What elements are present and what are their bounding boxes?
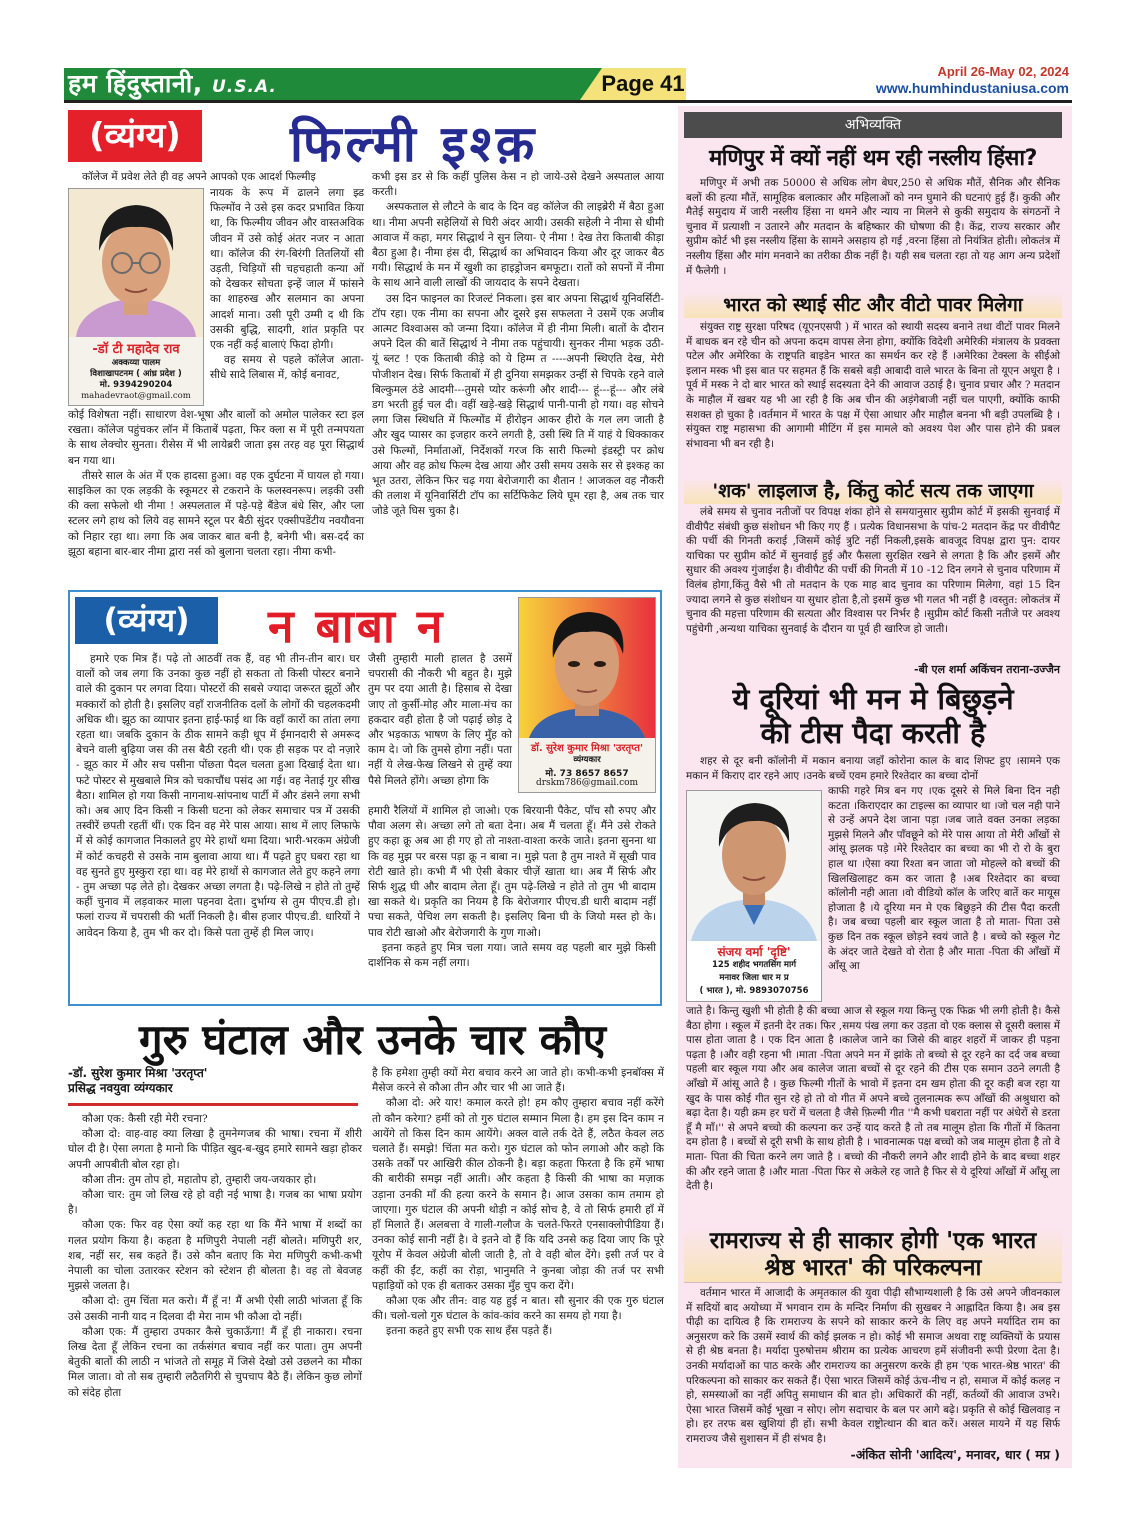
satire-label: (व्यंग्य) (68, 110, 202, 162)
paragraph: कभी इस डर से कि कहीं पुलिस केस न हो जाये-उसे देखने अस्पताल आया करती। (372, 171, 664, 199)
byline-author: -डॉ. सुरेश कुमार मिश्रा 'उरतृप्त' (68, 1066, 208, 1080)
opinion-body (686, 505, 1060, 636)
article-intro (68, 170, 364, 185)
paragraph: कोई विशेषता नहीं। साधारण वेश-भूषा और बालों को अमोल पालेकर स्टा इल रखता। कॉलेज पहुंचकर लॉन में किताबें पढ़ता, फिर क्ला स में पूरी तन्मपयता के साथ लेक्चोर सुनता। रीसेस में भी लायेब्ररी जाता इस तरह वह पूरा सिद्धार्थ बन गया था। (68, 409, 364, 467)
author-address: अक्कय्या पालम (111, 358, 161, 368)
paragraph: कौआ एक और तीन: वाह यह हुई न बात। सौ सुनार की एक गुरु घंटाल की। चलो-चलो गुरु घंटाल के कांव-कांव करने का समय हो गया है। (372, 1295, 664, 1323)
author-phone: मो. 73 8657 8657 (545, 769, 629, 779)
opinion-body (686, 1286, 1060, 1447)
opinion-headline: 'शक' लाइलाज है, किंतु कोर्ट सत्य तक जाएगा (684, 478, 1062, 504)
paragraph: कौआ दो: वाह-वाह क्या लिखा है तुमनेग्गजब की भाषा। रचना में शीरी घोल दी है। ऐसा लगता है मानो कि पीड़ित खुद-ब-खुद हमारे सामने खड़ा होकर अपनी आपबीती बोल रहा हो। (68, 1128, 362, 1171)
opinion-headline: मणिपुर में क्यों नहीं थम रही नस्लीय हिंसा? (709, 146, 1037, 171)
article-headline: न बाबा न (268, 599, 446, 653)
opinion-body (686, 176, 1060, 278)
paragraph: इतना कहते हुए मित्र चला गया। जाते समय वह पहली बार मुझे किसी दार्शनिक से कम नहीं लगा। (368, 941, 656, 970)
author-name: -डॉ टी महादेव राव (92, 342, 180, 357)
article-column (68, 408, 364, 560)
paragraph: जाते है। किन्तु खुशी भी होती है की बच्चा आज से स्कूल गया किन्तु एक फिक्र भी लगी होती है। कैसे बैठा होगा । स्कूल में इतनी देर तक। फिर ,समय पंख लगा कर उड़ता वो एक क्लास से दूसरी क्लास में पास होता जाता है । एक दिन आता है ।कालेज जाने का जिसे की बाहर शहरों में जाकर ही पड़ना पढ़ता है ।और वही रहना भी ।माता -पिता अपने मन में झांके तो बच्चो से दूर रहने का दर्द जब बच्चा पहली बार स्कूल गया और अब कालेज जाता बच्चों से दूर रहने की टीस एक समान उठने लगती है आँखो में आंसू आते है । कुछ फिल्मी गीतों के भावो में इतना दम खम होता की दूर कही बज रहा या खुद के पास कोई गीत सुन रहे हो तो वो गीत में अपने बच्चे तुलनात्मक रूप आँखों की अश्रुधारा को बढ़ा देता है। यही क्रम हर घरों में चलता है जैसे फ़िल्मी गीत ''मै कभी घबराता नहीं पर अंधेरों से डरता हूँ मै माँ।'' से अपने बच्चो की कल्पना कर उन्हें याद करते है तो तब मालूम होता कि गीतों में कितना दम होता है । बच्चों से दूरी सभी के साथ होती है । भावनात्मक पक्ष बच्चो को जब मालूम होता है तो वे माता- पिता की चिता करने लग जाते है । बच्चो की नौकरी लगने और शादी होने के बाद बच्चा शहर की और रहने जाता है ।और माता -पिता फिर से अकेले रह जाते है फिर से ये दूरियां आँखों में आँसू ला देती है। (686, 1005, 1060, 1193)
paragraph: शहर से दूर बनी कॉलोनी में मकान बनाया जहाँ कोरोना काल के बाद शिफ्ट हुए ।सामने एक मकान में किराए दार रहने आए ।उनके बच्चें एवम हमारे रिश्तेदार का बच्चा दोनों (686, 755, 1060, 782)
article-column (372, 1066, 664, 1340)
author-photo-card (68, 188, 204, 406)
feature-headline-line: की टीस पैदा करती है (760, 716, 986, 750)
byline-role: प्रसिद्ध नवयुवा व्यंग्यकार (68, 1081, 173, 1095)
paragraph: वह समय से पहले कॉलेज आता- सीधे सादे लिबास में, कोई बनावट, (210, 354, 364, 382)
author-city: विशाखापटनम ( आंध्र प्रदेश ) (90, 369, 182, 379)
feature-headline (684, 1228, 1062, 1283)
paragraph: अस्पकताल से लौटने के बाद के दिन वह कॉलेज की लाइब्रेरी में बैठा हुआ था। नीमा अपनी सहेलियों से घिरी अंदर आयी। उसकी सहेली ने नीमा से धीमी आवाज में कहा, मगर सिद्धार्थ ने सुन लिया- ऐ नीमा ! देख तेरा किताबी कीड़ा बैठा हुआ है। नीमा हंस दी, सिद्धार्थ का अभिवादन किया और दूर जाकर बैठ गयी। सिद्धार्थ के मन में खुशी का हाइड्रोजन बमफूटा। रातों को सपनों में नीमा के साथ आने वाली लाखों की जायदाद के सपने देखता। (372, 201, 664, 290)
paragraph: नायक के रूप में ढालने लगा झ्ड फिल्मोंव ने उसे इस कदर प्रभावित किया था, कि फिल्मीय जीवन और वास्तअविक जीवन में उसे कोई अंतर नजर न आता था। कॉलेज की रंग-बिरंगी तितलियों सी उड़ती, चिड़ियों सी चहचहाती कन्या ओं को देखकर सोचता इन्हें जाल में फांसने का शाहरुख और सलमान का अपना आदर्श माना। उसी पूरी उम्मी द थी कि उसकी बुद्धि, सादगी, शांत प्रकृति पर एक नहीं कई बालाएं फिदा होगी। (210, 187, 364, 352)
article-column (368, 804, 656, 971)
paragraph: संयुक्त राष्ट्र सुरक्षा परिषद (यूएनएसपी ) में भारत को स्थायी सदस्य बनाने तथा वीटों पावर मिलने में बाधक बन रहे चीन को अपना कदम वापस लेना होगा, क्योंकि विदेशी अमेरिकी मंत्रालय के प्रवक्ता पटेल और अमेरिका के राष्ट्रपति बाइडेन भारत का समर्थन कर रहे हैं ।अमेरिका टेक्स्ला के सीईओ इलान मस्क भी इस बात पर सहमत हैं कि सबसे बड़ी आबादी वाले भारत के बिना तो यूएन अधूरा है ।पूर्व में मस्क ने दो बार भारत को स्थाई सदस्यता देने की आवाज उठाई है। चुनाव प्रचार और ? मतदान के माहौल में खबर यह भी आ रही है कि अब चीन की अड़ंगेबाजी नहीं चल पाएगी, क्योंकि काफी सशक्त हो चुका है ।वर्तमान में भारत के पक्ष में ऐसा आधार और माहौल बनना भी बड़ी उपलब्धि है ।संयुक्त राष्ट्र महासभा की आगामी मीटिंग में इस मामले को अवश्य पेश और पास होने की प्रबल संभावना भी बन रही है। (686, 321, 1060, 450)
satire-label: (व्यंग्य) (75, 597, 218, 644)
author-email[interactable]: drskm786@gmail.com (535, 778, 639, 788)
author-city: मनावर जिला धार म प्र (719, 973, 789, 983)
author-email[interactable]: mahadevraot@gmail.com (81, 391, 191, 401)
author-photo-card (518, 597, 656, 793)
paragraph: कौआ एक: कैसी रही मेरी रचना? (82, 1113, 208, 1125)
author-photo-card (686, 790, 822, 1002)
newspaper-suffix: U.S.A. (211, 77, 277, 97)
feature-headline (684, 682, 1062, 750)
paragraph: कौआ तीन: तुम तोप हो, महातोप हो, तुम्हारी जय-जयकार हो। (82, 1173, 317, 1186)
author-address: 125 शहीद भगतसिंग मार्ग (711, 960, 797, 970)
paragraph: कौआ एक: मैं तुम्हारा उपकार कैसे चुकाऊँगा! मैं हूँ ही नाकारा। रचना लिख देता हूँ लेकिन रचना का तर्कसंगत बचाव नहीं कर पाता। तुम अपनी बेतुकी बातों की लाठी न भांजते तो समूह में जिसे देखो उसे उछलने का मौका मिल जाता। वो तो सब तुम्हारी लठैतगिरी से चुपचाप बैठे हैं। लेकिन कुछ लोगों को संदेह होता (68, 1325, 362, 1399)
paragraph: इतना कहते हुए सभी एक साथ हँस पड़ते हैं। (386, 1325, 553, 1338)
author-portrait (519, 598, 655, 738)
paragraph: कॉलेज में प्रवेश लेते ही वह अपने आपको एक आदर्श फिल्मीइ (82, 171, 316, 183)
section-label: अभिव्यक्ति (684, 112, 1062, 138)
issue-date: April 26-May 02, 2024 (937, 64, 1069, 79)
paragraph: वर्तमान भारत में आजादी के अमृतकाल की युवा पीढ़ी सौभाग्यशाली है कि उसे अपने जीवनकाल में सदियों बाद अयोध्या में भगवान राम के मन्दिर निर्माण की सुखबर ने आह्लादित किया है। अब इस पीढ़ी का दायित्व है कि रामराज्य के सपने को साकार करने के लिए वह अपने मर्यादित राम का अनुसरण करे कि उसमें स्वार्थ की कोई झलक न हो। कोई भी समाज अथवा राष्ट्र व्यक्तियों के प्रयास से ही श्रेष्ठ बनता है। मर्यादा पुरुषोत्तम श्रीराम का प्रत्येक आचरण हमें संजीवनी रूपी प्रेरणा देता है। उनकी मर्यादाओं का पाठ करके और रामराज्य का अनुसरण करके ही हम 'एक भारत-श्रेष्ठ भारत' की परिकल्पना को साकार कर सकते हैं। ऐसा भारत जिसमें कोई ऊंच-नीच न हो, समाज में कोई कलह न हो, समस्याओं का नहीं अपितु समाधान की बात हो। अधिकारों की नहीं, कर्तव्यों की आवाज उभरे। ऐसा भारत जिसमें कोई भूखा न सोए। लोग सदाचार के बल पर आगे बढ़े। प्रकृति से कोई खिलवाड़ न हो। हर तरफ बस खुशियां ही हों। सभी केवल राष्ट्रोत्थान की बात करें। असल मायने में यह सिर्फ रामराज्य जैसे सुशासन में ही संभव है। (686, 1287, 1060, 1445)
author-name: डॉ. सुरेश कुमार मिश्रा 'उरतृप्त' (530, 743, 644, 754)
feature-headline-line: ये दूरियां भी मन मे बिछुड़ने (732, 682, 1014, 716)
paragraph: कौआ चार: तुम जो लिख रहे हो वही नई भाषा है। गजब का भाषा प्रयोग है। (68, 1189, 362, 1217)
paragraph: तीसरे साल के अंत में एक हादसा हुआ। वह एक दुर्घटना में घायल हो गया। साइकिल का एक लड़की के स्कूमटर से टकराने के फलस्वनरूप। लड़की उसी की क्ला सफेलो थी नीमा ! अस्पलताल में पड़े-पड़े बैंडेज बंधे सिर, और प्ला स्टलर लगे हाथ को लिये वह सामने स्टूल पर बैठी सुंदर एक्सीपडेंटीय नवयौवना को निहार रहा था। लगा कि अब जाकर बात बनी है, बनेगी भी। बस-दर्द का झूठा बहाना बार-बार नीमा द्वारा नर्स को बुलाना चलता रहा। नीमा कभी- (68, 469, 364, 558)
author-role: व्यंग्यकार (573, 755, 601, 765)
masthead-rule (64, 100, 1072, 103)
paragraph: जैसी तुम्हारी माली हालत है उसमें चपरासी की नौकरी भी बहुत है। मुझे तुम पर दया आती है। हिसाब से देखा जाए तो कुर्सी-मोह और माला-मंच का हकदार वही होता है जो पढ़ाई छोड़ दे और भड़काऊ भाषण के लिए मुँह को काम दे। जो कि तुमसे होगा नहीं। पता नहीं ये लेख-फेख लिखने से तुम्हें क्या पैसे मिलते होंगे। अच्छा होगा कि (368, 653, 512, 787)
opinion-signature: -अंकित सोनी 'आदित्य', मनावर, धार ( मप्र ) (850, 1447, 1060, 1462)
newspaper-title (68, 68, 277, 100)
paragraph: उस दिन फाइनल का रिजल्टं निकला। इस बार अपना सिद्धार्थ यूनिवर्सिटी-टॉप रहा। एक नीमा का सपना और दूसरे इस सफलता ने उसमें एक अजीब आत्मट विश्वाअस को जन्मा दिया। कॉलेज में ही नीमा मिली। बातों के दौरान अपने दिल की बातें सिद्धार्थ ने नीमा तक पहुंचायी। सुनकर नीमा भड़क उठी- यूं ब्लट ! एक किताबी कीड़े को ये हिम्म त ----अपनी स्थिएति देख, मेरी पोजीशन देख। सिर्फ किताबों में ही दुनिया समझकर उन्हीं से चिपके रहने वाले बिल्कुमल ठंडे आदमी---तुमसे प्योर करूंगी और शादी--- हूं---हूं--- और लंबे डग भरती हुई चल दी। वहीं खड़े-खड़े सिद्धार्थ पानी-पानी हो गया। वह सोचने लगा जिस स्थिधति में फिल्मोंड में हीरोइन आकर हीरो के गल लग जाती है और खुद प्यासर का इजहार करने लगती है, उसी स्थि ति में याहं ये धिक्काकर उसे फिल्मों, निर्माताओं, निर्देशकों गरज कि सारी फिल्मो इंडस्ट्री पर क्रोध आया और वह क्रोध फिल्म देख आया और उसी समय उसके सर से इश्कह का भूत उतरा, लेकिन फिर चढ़ गया बेरोजगारी का शैतान ! आजकल वह नौकरी की तलाश में यूनिवार्सिटी टॉप का सर्टिफिकेट लिये घूम रहा है, अब तक चार जोडे जूते घिस चुका है। (372, 292, 664, 518)
article-headline: गुरु घंटाल और उनके चार कौए (138, 1015, 607, 1064)
feature-intro (686, 754, 1060, 783)
feature-column (686, 1004, 1060, 1194)
page-number: Page 41 (601, 71, 685, 96)
paragraph: हमारी रैलियों में शामिल हो जाओ। एक बिरयानी पैकेट, पाँच सौ रुपए और पौवा अलग से। अच्छा लगे तो बता देना। अब मैं चलता हूँ। मैंने उसे रोकते हुए कहा क्रू अब आ ही गए हो तो नाश्ता-वाश्ता करके जाते। इतना सुनना था कि वह मुझ पर बरस पड़ा क्रू न बाबा न। मुझे पता है तुम नाश्ते में सूखी पाव रोटी खाते हो। कभी मैं भी ऐसी बेकार चीज़ें खाता था। अब मैं सिर्फ और सिर्फ शुद्ध घी और बादाम लेता हूँ। तुम पढ़े-लिखे न होते तो तुम भी बादाम खा सकते थे। प्रकृति का नियम है कि बेरोजगार पीएच.डी धारी बादाम नहीं पचा सकते, पेचिश लग सकती है। इसलिए बिना घी के जियो मस्त हो के। पाव रोटी खाओ और बेरोजगारी के गुण गाओ। (368, 805, 656, 939)
article-column (372, 170, 664, 520)
byline (68, 1066, 358, 1096)
paragraph: कौआ दो: अरे यार! कमाल करते हो! हम कौए तुम्हारा बचाव नहीं करेंगे तो कौन करेगा? हमीं को तो गुरु घंटाल सम्मान मिला है। हम इस दिन काम न आयेंगे तो किस दिन काम आयेंगे। अक्ल वाले तर्क देते हैं, लठैत केवल लठ चलाते हैं। समझे! चिंता मत करो। गुरु घंटाल को फोन लगाओ और कहो कि उसके तर्कों पर आखिरी कील ठोकनी है। बड़ा कहता फिरता है कि हमें भाषा की बारीकी समझ नहीं आती। और कहता है किसी की भाषा का मज़ाक उड़ाना उनकी माँ की हत्या करने के समान है। आज उसका काम तमाम हो जाएगा। गुरु घंटाल की अपनी थोड़ी न कोई सोच है, वे तो सिर्फ हमारी हाँ में हाँ मिलाते हैं। अलबत्ता वे गाली-गलौज के चलते-फिरते एनसाक्लोपीडिया हैं। उनका कोई सानी नहीं है। वे इतने वो हैं कि यदि उनसे कह दिया जाए कि पूरे यूरोप में केवल अंग्रेजी बोली जाती है, तो वे वही बोल देंगे। इसी तर्ज पर वे कहीं की ईंट, कहीं का रोड़ा, भानुमति ने कुनबा जोड़ा की तर्ज पर सभी पहाड़ियों को एक ही बताकर उसका मुँह चुप करा देंगे। (372, 1097, 664, 1292)
article-column (68, 1112, 362, 1401)
opinion-headline: भारत को स्थाई सीट और वीटो पावर मिलेगा (684, 292, 1062, 318)
paragraph: काफी गहरे मित्र बन गए ।एक दूसरे से मिले बिना दिन नही कटता ।किराएदार का टाइल्स का व्यापार था ।जो चल नही पाने से उन्हें अपने देश जाना पड़ा ।जब जाते वक्त उनका लड़का मुझसे मिलने और पाँवछूने को मेरे पास आया तो मेरी आँखों से आंसू झलक पड़े ।मेरे रिश्तेदार का बच्चा का भी रो रो के बुरा हाल था ।ऐसा क्या रिश्ता बन जाता जो मोहल्ले को बच्चों की खिलखिलाहट कम कर जाता है ।अब रिश्तेदार का बच्चा कॉलोनी नही आता ।वो वीडियो कॉल के जरिए बातें कर मायूस होजाता है ।ये दूरिया मन मे एक बिछुड़ने की टीस पैदा करती है। जब बच्चा पहली बार स्कूल जाता है तो माता- पिता उसे कुछ दिन तक स्कूल छोड़ने स्वयं जाते है । बच्चे को स्कूल गेट के अंदर जाते देखते वो रोता है और माता -पिता की आँखों में आँसू आ (828, 785, 1060, 973)
article-column (210, 186, 364, 384)
paragraph: मणिपुर में अभी तक 50000 से अधिक लोग बेघर,250 से अधिक मौतें, सैनिक और सैनिक बलों की हत्या मौतें, सामूहिक बलात्कार और महिलाओं को नग्न घुमाने की घटनाएं हुई हैं। कुकी और मैतेई समुदाय में जारी नस्लीय हिंसा ना थमने और न्याय ना मिलने से कुकी समुदाय के संगठनों ने चुनाव में प्रत्याशी न उतारने और मतदान के बहिष्कार की घोषणा की है। केंद्र, राज्य सरकार और सुप्रीम कोर्ट भी इस नस्लीय हिंसा के सामने असहाय हो गई ,वरना हिंसा तो नियंत्रित होती। लोकतंत्र में नस्लीय हिंसा और मांग मनवाने का तरीका ठीक नहीं है। यही सब चलता रहा तो यह आग अन्य प्रदेशों में फैलेगी । (686, 177, 1060, 277)
author-portrait (69, 189, 203, 337)
author-phone: ( भारत ), मो. 9893070756 (699, 986, 809, 996)
paragraph: लंबे समय से चुनाव नतीजों पर विपक्ष शंका होने से समयानुसार सुप्रीम कोर्ट में इसकी सुनवाई में वीवीपैट संबंधी कुछ संशोधन भी किए गए हैं । प्रत्येक विधानसभा के पांच-2 मतदान केंद्र पर वीवीपैट की पर्ची की गिनती कराई ,जिसमें कोई त्रुटि नहीं निकली,इसके बावजूद विपक्ष द्वारा पुन: दायर याचिका पर सुप्रीम कोर्ट में सुनवाई हुई और फैसला सुरक्षित रखने से लगता है कि और इसमें और सुधार की अवश्य गुंजाईश है। वीवीपैट की पर्ची की गिनती में 10 -12 दिन लगने से चुनाव परिणाम में विलंब होगा,किंतु वैसे भी तो मतदान के एक माह बाद चुनाव का परिणाम मिलेगा, वहां 15 दिन ज्यादा लगने से कुछ संशोधन या सुधार होता है,तो इसमें कुछ भी गलत भी नहीं है ।वस्तुत: लोकतंत्र में चुनाव की महत्ता परिणाम की सत्यता और विश्वास पर निर्भर है ।सुप्रीम कोर्ट किसी नतीजे पर अवश्य पहुंचेगी ,अन्यथा याचिका सुनवाई के दौरान या पूर्व ही खारिज हो जाती। (686, 506, 1060, 635)
opinion-signature: -बी एल शर्मा अकिंचन तराना-उज्जैन (914, 663, 1060, 676)
article-column (76, 652, 360, 941)
feature-headline-line: रामराज्य से ही साकार होगी 'एक भारत (709, 1228, 1037, 1254)
article-headline: फिल्मी इश्क़ (290, 115, 539, 173)
paragraph: हमारे एक मित्र हैं। पढ़े तो आठवीं तक हैं, वह भी तीन-तीन बार। घर वालों को जब लगा कि उनका कुछ नहीं हो सकता तो किसी पोस्टर बनाने वाले की दुकान पर लगवा दिया। पोस्टरों की सबसे ज्यादा जरूरत झूठों और मक्कारों को होती है। इसलिए वहाँ राजनीतिक दलों के लोगों की चहलकदमी अधिक थी। झूठ का व्यापार इतना हाई-फाई था कि वहाँ कारों का तांता लगा रहता था। जबकि दुकान के ठीक सामने कड़ी धूप में ईमानदारी से अमरूद बेचने वाली बुढ़िया जस की तस बैठी रहती थी। एक ही सड़क पर दो नज़ारे - झूठ कार में और सच पसीना पोंछता पैदल चलता हुआ दिखाई देता था। फटे पोस्टर से मुखबाले मित्र को चकाचौंध पसंद आ गई। वह नेताई गुर सीख बैठा। शामिल हो गया किसी नागनाथ-सांपनाथ पार्टी में और डंसने लगा सभी को। अब आए दिन किसी न किसी घटना को लेकर समाचार पत्र में उसकी तस्वीरें छपती रहतीं थीं। एक दिन वह मेरे पास आया। साथ में लाए लिफाफे में से कोई कागजात निकालते हुए मेरे हाथों थमा दिया। भारी-भरकम अंग्रेजी में कोर्ट कचहरी से उसके नाम बुलावा आया था। मैं पढ़ते हुए घबरा रहा था वह सुनते हुए मुस्कुरा रहा था। वह मेरे हाथों से कागजात लेते हुए कहने लगा - तुम अच्छा पढ़ लेते हो। देखकर अच्छा लगता है। पढ़े-लिखे न होते तो तुम्हें कहीं चुनाव में लड़वाकर माला पहनवा देता। दुर्भाग्य से तुम पीएच.डी हो। फलां राज्य में चपरासी की भर्ती निकली है। बीस हजार पीएच.डी. धारियों ने आवेदन किया है, तुम भी कर दो। किसे पता तुम्हें ही मिल जाए। (76, 653, 360, 939)
opinion-body (686, 320, 1060, 451)
byline-divider (68, 1103, 358, 1106)
feature-headline-line: श्रेष्ठ भारत' की परिकल्पना (764, 1255, 982, 1281)
paragraph: कौआ एक: फिर वह ऐसा क्यों कह रहा था कि मैंने भाषा में शब्दों का गलत प्रयोग किया है। कहता है मणिपुरी नेपाली नहीं बोलते। मणिपुरी शर, शब, नहीं सर, सब कहते हैं। उसे कौन बताए कि मेरा मणिपुरी कभी-कभी नेपाली का चोला उतारकर स्टेशन को स्टेशन ही बोलता है। वह तो बेवजह मुझसे जलता है। (68, 1219, 362, 1293)
author-portrait (687, 791, 821, 941)
website-link[interactable]: www.humhindustaniusa.com (875, 80, 1069, 96)
newspaper-name: हम हिंदुस्तानी, (68, 69, 203, 98)
article-column (368, 652, 512, 789)
author-name: संजय वर्मा 'दृष्टि' (717, 945, 791, 959)
paragraph: है कि हमेशा तुम्ही क्यों मेरा बचाव करने आ जाते हो। कभी-कभी इनबॉक्स में मैसेज करने से कौआ तीन और चार भी आ जाते हैं। (372, 1067, 664, 1095)
feature-column (828, 784, 1060, 974)
paragraph: कौआ दो: तुम चिंता मत करो। मैं हूँ न! मैं अभी ऐसी लाठी भांजता हूँ कि उसे उसकी नानी याद न दिलवा दी मेरा नाम भी कौआ दो नहीं। (68, 1295, 362, 1323)
author-phone: मो. 9394290204 (99, 380, 173, 390)
